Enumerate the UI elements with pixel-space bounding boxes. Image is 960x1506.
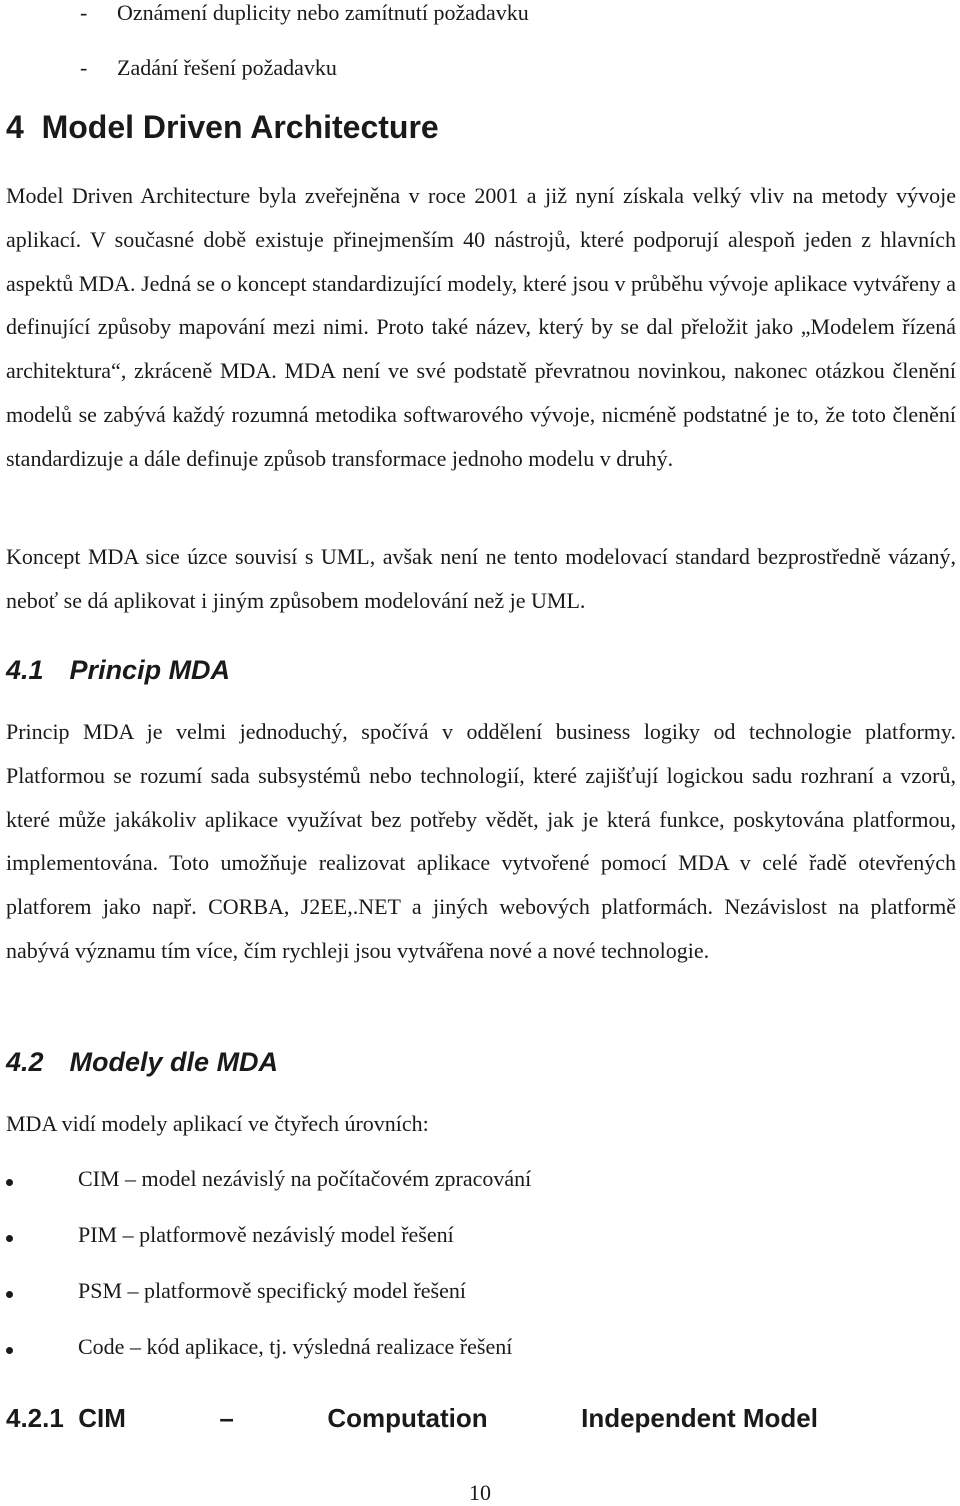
page-number: 10	[469, 1480, 491, 1505]
bullet-dot	[6, 1347, 13, 1354]
bullet-dot	[6, 1179, 13, 1186]
list-item-text: Zadání řešení požadavku	[117, 55, 337, 80]
section-title: Model Driven Architecture	[41, 109, 439, 145]
subsection-number: 4.1	[6, 655, 44, 685]
subsection-title: Princip MDA	[69, 655, 231, 685]
bullet-text: CIM – model nezávislý na počítačovém zpracování	[78, 1166, 532, 1191]
heading-word: Computation	[327, 1403, 488, 1433]
heading-word: CIM	[78, 1403, 126, 1433]
dash-marker: -	[80, 0, 88, 25]
subsubsection-number: 4.2.1	[6, 1403, 64, 1433]
paragraph: MDA vidí modely aplikací ve čtyřech úrovních:	[6, 1111, 429, 1136]
bullet-text: PIM – platformově nezávislý model řešení	[78, 1222, 454, 1247]
subsection-heading	[6, 1047, 278, 1078]
heading-word: –	[219, 1403, 234, 1433]
paragraph: Model Driven Architecture byla zveřejněna v roce 2001 a již nyní získala velký vliv na metody vývoje aplikací. V současné době existuje přinejmenším 40 nástrojů, které podporují alespoň jeden z hlavních aspektů MDA. Jedná se o koncept standardizující modely, které jsou v průběhu vývoje aplikace vytvářeny a definující způsoby mapování mezi nimi. Proto také název, který by se dal přeložit jako „Modelem řízená architektura“, zkráceně MDA. MDA není ve své podstatě převratnou novinkou, nakonec otázkou členění modelů se zabývá každý rozumná metodika softwarového vývoje, nicméně podstatné je to, že toto členění standardizuje a dále definuje způsob transformace jednoho modelu v druhý.	[6, 183, 956, 471]
dash-marker: -	[80, 55, 88, 80]
list-item-text: Oznámení duplicity nebo zamítnutí požadavku	[117, 0, 529, 25]
subsection-number: 4.2	[6, 1047, 44, 1077]
section-number: 4	[6, 109, 24, 145]
subsection-heading	[6, 655, 230, 686]
bullet-dot	[6, 1235, 13, 1242]
heading-part	[6, 1403, 126, 1434]
bullet-text: Code – kód aplikace, tj. výsledná realizace řešení	[78, 1334, 513, 1359]
subsubsection-heading	[6, 1403, 818, 1434]
subsection-title: Modely dle MDA	[69, 1047, 279, 1077]
bullet-dot	[6, 1291, 13, 1298]
section-heading	[6, 109, 439, 146]
bullet-text: PSM – platformově specifický model řešení	[78, 1278, 466, 1303]
heading-word: Independent Model	[581, 1403, 818, 1433]
paragraph: Princip MDA je velmi jednoduchý, spočívá v oddělení business logiky od technologie platformy. Platformou se rozumí sada subsystémů nebo technologií, které zajišťují logickou sadu rozhraní a vzorů, které může jakákoliv aplikace využívat bez potřeby vědět, jak je která funkce, poskytována platformou, implementována. Toto umožňuje realizovat aplikace vytvořené pomocí MDA v celé řadě otevřených platforem jako např. CORBA, J2EE,.NET a jiných webových platformách. Nezávislost na platformě nabývá významu tím více, čím rychleji jsou vytvářena nové a nové technologie.	[6, 719, 956, 963]
paragraph: Koncept MDA sice úzce souvisí s UML, avšak není ne tento modelovací standard bezprostředně vázaný, neboť se dá aplikovat i jiným způsobem modelování než je UML.	[6, 544, 956, 613]
